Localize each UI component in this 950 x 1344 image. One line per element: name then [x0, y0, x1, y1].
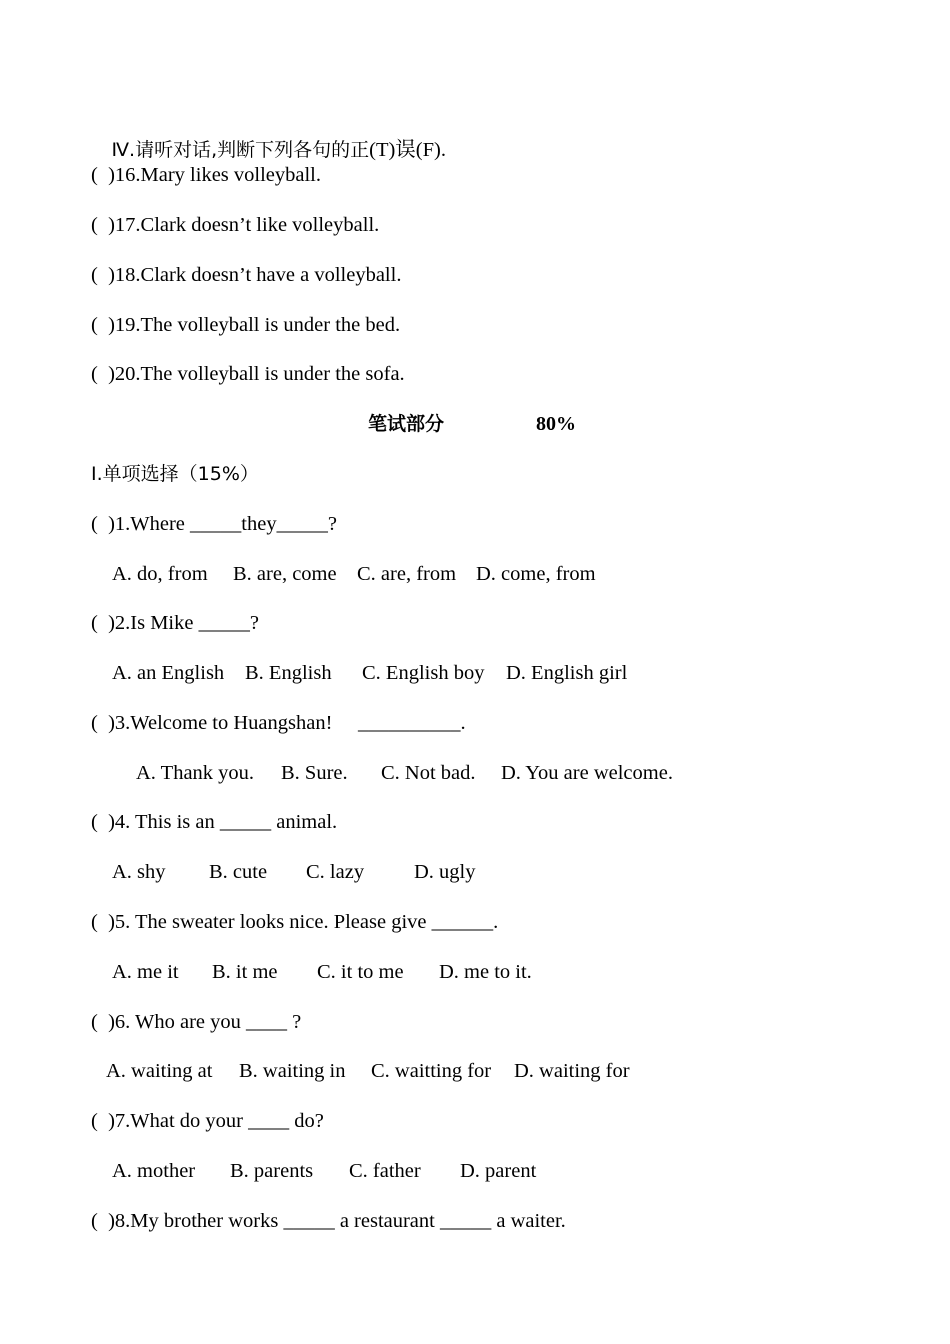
listening-item: ( )16.Mary likes volleyball.: [91, 164, 322, 186]
option-b: B. cute: [209, 861, 268, 883]
section-heading-choice: I.单项选择（15%）: [91, 463, 259, 485]
option-b: B. it me: [212, 961, 278, 983]
question: ( )2.Is Mike _____?: [91, 612, 259, 634]
written-title: 笔试部分: [368, 413, 445, 435]
option-c: C. lazy: [306, 861, 365, 883]
option-b: B. are, come: [233, 563, 337, 585]
question: ( )6. Who are you ____ ?: [91, 1011, 302, 1033]
option-b: B. parents: [230, 1160, 314, 1182]
option-b: B. waiting in: [239, 1060, 346, 1082]
option-d: D. English girl: [506, 662, 628, 684]
listening-item: ( )20.The volleyball is under the sofa.: [91, 363, 405, 385]
option-c: C. are, from: [357, 563, 457, 585]
option-a: A. an English: [112, 662, 225, 684]
option-a: A. Thank you.: [136, 762, 255, 784]
option-b: B. English: [245, 662, 332, 684]
option-d: D. waiting for: [514, 1060, 630, 1082]
question: ( )3.Welcome to Huangshan! __________.: [91, 712, 466, 734]
question: ( )5. The sweater looks nice. Please give ______.: [91, 911, 499, 933]
option-a: A. do, from: [112, 563, 208, 585]
option-a: A. shy: [112, 861, 166, 883]
option-a: A. me it: [112, 961, 179, 983]
option-c: C. father: [349, 1160, 421, 1182]
question: ( )1.Where _____they_____?: [91, 513, 337, 535]
option-d: D. come, from: [476, 563, 596, 585]
option-b: B. Sure.: [281, 762, 348, 784]
option-d: D. ugly: [414, 861, 476, 883]
question: ( )8.My brother works _____ a restaurant _____ a waiter.: [91, 1210, 566, 1232]
option-c: C. waitting for: [371, 1060, 492, 1082]
option-a: A. mother: [112, 1160, 196, 1182]
option-d: D. me to it.: [439, 961, 532, 983]
listening-item: ( )19.The volleyball is under the bed.: [91, 314, 401, 336]
heading-cn: Ⅳ.请听对话,判断下列各句的正: [111, 139, 370, 161]
question: ( )7.What do your ____ do?: [91, 1110, 324, 1132]
heading-en: (T)误(F).: [369, 139, 446, 161]
option-d: D. You are welcome.: [501, 762, 673, 784]
listening-item: ( )17.Clark doesn’t like volleyball.: [91, 214, 380, 236]
listening-item: ( )18.Clark doesn’t have a volleyball.: [91, 264, 402, 286]
written-percent: 80%: [536, 413, 576, 435]
option-c: C. Not bad.: [381, 762, 476, 784]
option-d: D. parent: [460, 1160, 537, 1182]
option-c: C. English boy: [362, 662, 485, 684]
question: ( )4. This is an _____ animal.: [91, 811, 338, 833]
option-a: A. waiting at: [106, 1060, 213, 1082]
option-c: C. it to me: [317, 961, 404, 983]
